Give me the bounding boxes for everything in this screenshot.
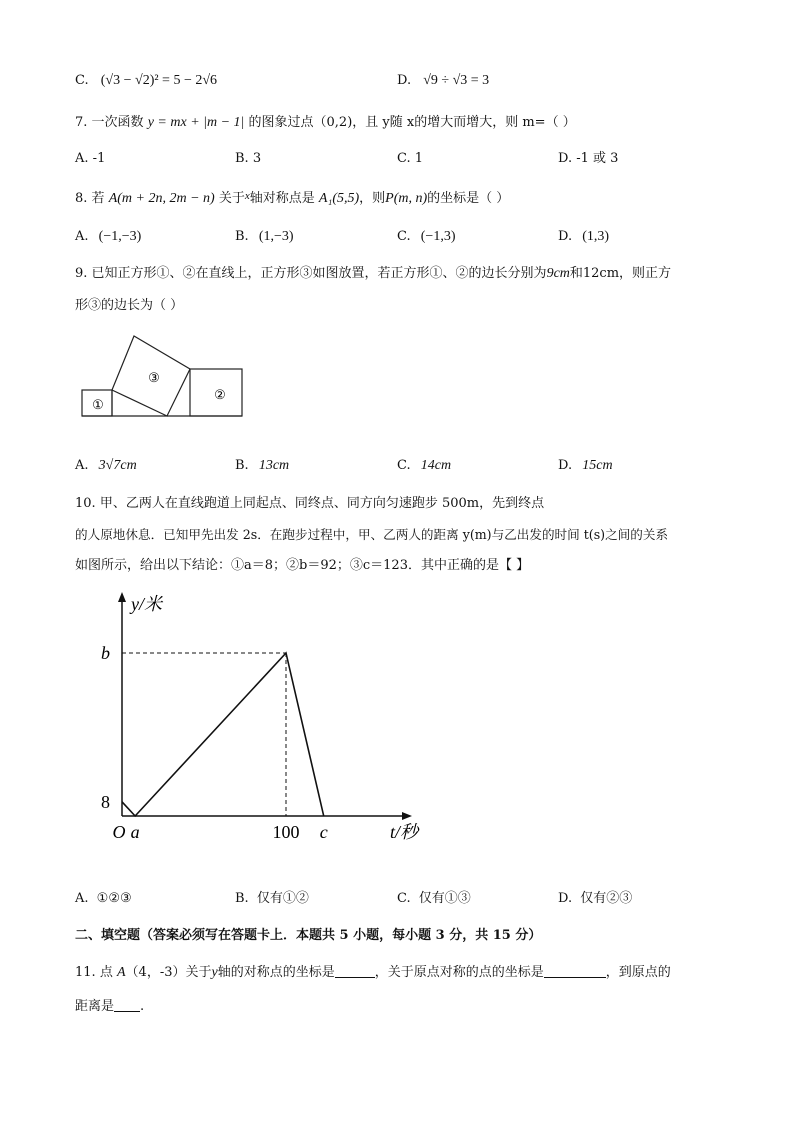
q9-squares-figure [78, 332, 248, 424]
q8-option-c: C. (−1,3) [397, 229, 456, 244]
x-tick-label: O [112, 822, 126, 842]
answer-blank-2[interactable] [544, 963, 606, 978]
q9-stem-line1 [75, 264, 671, 284]
y-axis-arrow [118, 592, 126, 602]
q9-option-c: C. 14cm [397, 458, 452, 473]
stem-formula: y = mx + |m − 1| [147, 115, 245, 130]
stem-formula: A(m + 2n, 2m − n) [108, 191, 215, 206]
stem-text: 和12cm，则正方 [569, 266, 672, 281]
section-2-title: 二、填空题（答案必须写在答题卡上．本题共 5 小题，每小题 3 分，共 15 分） [75, 928, 542, 943]
stem-text: 一次函数 [91, 115, 144, 130]
q9-option-a: A. 3√7cm [75, 458, 137, 473]
q10-option-b: B. 仅有①② [235, 891, 309, 906]
question-number: 7. [75, 115, 88, 130]
q11-stem-line2 [75, 997, 144, 1017]
q8-option-d: D. (1,3) [558, 229, 610, 244]
square-2-label: ② [214, 387, 226, 402]
stem-text: 距离是 [75, 999, 115, 1014]
q6-option-d [397, 71, 489, 91]
q10-option-a: A. ①②③ [75, 891, 132, 906]
answer-blank-3[interactable] [114, 997, 140, 1012]
q10-stem-line1 [75, 494, 544, 514]
stem-text: 的图象过点（0,2)，且 y随 x的增大而增大，则 m=（ ） [248, 115, 576, 130]
q7-option-c: C. 1 [397, 151, 424, 166]
stem-text: ，关于原点对称的点的坐标是 [374, 965, 544, 980]
q7-option-d: D. -1 或 3 [558, 151, 619, 166]
y-tick-label: b [101, 643, 110, 663]
stem-text: 轴对称点是 [249, 191, 315, 206]
x-tick-label: a [130, 822, 140, 842]
stem-formula: A [116, 965, 126, 980]
y-axis-label: y/米 [131, 594, 162, 614]
answer-blank-1[interactable] [335, 963, 375, 978]
stem-formula: y [211, 965, 218, 980]
stem-text: 如图所示，给出以下结论：①a＝8；②b＝92；③c＝123．其中正确的是【 】 [75, 558, 530, 573]
stem-formula: A₁(5,5) [318, 191, 360, 206]
x-axis-label: t/秒 [390, 822, 419, 842]
stem-text: 关于 [218, 191, 245, 206]
stem-text: 已知正方形①、②在直线上，正方形③如图放置，若正方形①、②的边长分别为 [91, 266, 547, 281]
q7-stem [75, 113, 576, 133]
q6-option-c [75, 71, 217, 91]
q7-option-b: B. 3 [235, 151, 262, 166]
stem-text: ，到原点的 [605, 965, 671, 980]
q8-stem [75, 186, 509, 209]
stem-text: （4，-3）关于 [125, 965, 212, 980]
option-expr: (√3 − √2)² = 5 − 2√6 [100, 73, 218, 88]
stem-text: 点 [99, 965, 113, 980]
question-number: 11. [75, 965, 96, 980]
q10-stem-line2 [75, 525, 668, 545]
q11-stem-line1 [75, 963, 671, 983]
question-number: 9. [75, 266, 88, 281]
q7-option-a: A. -1 [75, 151, 106, 166]
q10-option-d: D. 仅有②③ [558, 891, 633, 906]
stem-formula: x [244, 190, 250, 202]
stem-text: . [140, 999, 145, 1014]
q10-option-c: C. 仅有①③ [397, 891, 471, 906]
stem-text: 的人原地休息．已知甲先出发 2s．在跑步过程中，甲、乙两人的距离 y(m)与乙出发的时间 t(s)之间的关系 [75, 527, 669, 542]
q10-distance-time-graph [95, 588, 435, 850]
stem-text: ，则 [359, 191, 386, 206]
x-tick-label: 100 [272, 822, 300, 842]
stem-text: 的坐标是（ ） [427, 191, 510, 206]
q9-option-d: D. 15cm [558, 458, 613, 473]
q10-stem-line3 [75, 556, 529, 576]
distance-series-line [122, 653, 324, 816]
square-3-label: ③ [148, 370, 160, 385]
q8-option-a: A. (−1,−3) [75, 229, 142, 244]
q9-option-b: B. 13cm [235, 458, 290, 473]
stem-text: 形③的边长为（ ） [75, 298, 184, 313]
option-label: D. [397, 73, 412, 88]
stem-text: 甲、乙两人在直线跑道上同起点、同终点、同方向匀速跑步 500m，先到终点 [99, 496, 545, 511]
x-tick-label: c [319, 822, 328, 842]
stem-text: 若 [91, 191, 105, 206]
x-axis-arrow [402, 812, 412, 820]
square-1-label: ① [92, 397, 104, 412]
y-tick-label: 8 [101, 791, 110, 812]
stem-formula: 9cm [546, 266, 570, 281]
q8-option-b: B. (1,−3) [235, 229, 294, 244]
q9-stem-line2 [75, 296, 183, 316]
question-number: 10. [75, 496, 96, 511]
stem-formula: P(m, n) [385, 191, 428, 206]
stem-text: 轴的对称点的坐标是 [217, 965, 335, 980]
option-expr: √9 ÷ √3 = 3 [423, 73, 490, 88]
option-label: C. [75, 73, 89, 88]
question-number: 8. [75, 191, 88, 206]
